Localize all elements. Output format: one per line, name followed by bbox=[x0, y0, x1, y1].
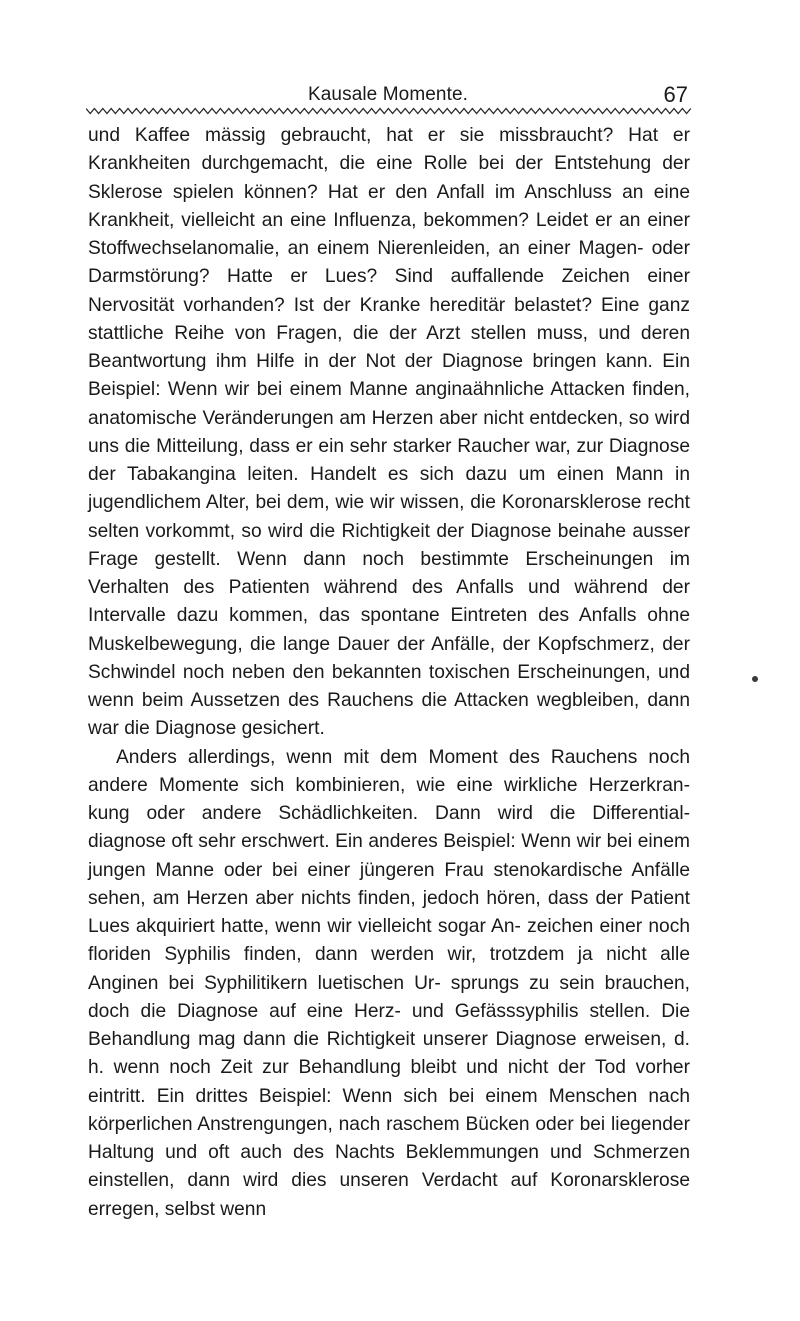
running-title: Kausale Momente. bbox=[307, 84, 469, 105]
paragraph-2: Anders allerdings, wenn mit dem Moment des Rauchens noch andere Momente sich kombinieren, wie eine wirkliche Herzerkran- kung oder andere Schädlichkeiten. Dann wird die Differential- diagnose oft sehr erschwert. Ein anderes Beispiel: Wenn wir bei einem jungen Manne oder bei einer jüngeren Frau stenokardische Anfälle sehen, am Herzen aber nichts finden, jedoch hören, dass der Patient Lues akquiriert hatte, wenn wir vielleicht sogar An- zeichen einer noch floriden Syphilis finden, dann werden wir, trotzdem ja nicht alle Anginen bei Syphilitikern luetischen Ur- sprungs zu sein brauchen, doch die Diagnose auf eine Herz- und Gefässsyphilis stellen. Die Behandlung mag dann die Richtigkeit unserer Diagnose erweisen, d. h. wenn noch Zeit zur Behandlung bleibt und nicht der Tod vorher eintritt. Ein drittes Beispiel: Wenn sich bei einem Menschen nach körperlichen Anstrengungen, nach raschem Bücken oder bei liegender Haltung und oft auch des Nachts Beklemmungen und Schmerzen einstellen, dann wird dies unseren Verdacht auf Koronarsklerose erregen, selbst wenn bbox=[88, 746, 690, 1220]
page-number: 67 bbox=[663, 82, 688, 107]
paragraph-1: und Kaffee mässig gebraucht, hat er sie missbraucht? Hat er Krankheiten durchgemacht, die eine Rolle bei der Entstehung der Sklerose spielen können? Hat er den Anfall im Anschluss an eine Krankheit, vielleicht an eine Influenza, bekommen? Leidet er an einer Stoffwechselanomalie, an einem Nierenleiden, an einer Magen- oder Darmstörung? Hatte er Lues? Sind auffallende Zeichen einer Nervosität vorhanden? Ist der Kranke hereditär belastet? Eine ganz stattliche Reihe von Fragen, die der Arzt stellen muss, und deren Beantwortung ihm Hilfe in der Not der Diagnose bringen kann. Ein Beispiel: Wenn wir bei einem Manne anginaähnliche Attacken finden, anatomische Veränderungen am Herzen aber nicht entdecken, so wird uns die Mitteilung, dass er ein sehr starker Raucher war, zur Diagnose der Tabakangina leiten. Handelt es sich dazu um einen Mann in jugendlichem Alter, bei dem, wie wir wissen, die Koronarsklerose recht selten vorkommt, so wird die Richtigkeit der Diagnose beinahe ausser Frage gestellt. Wenn dann noch bestimmte Erscheinungen im Verhalten des Patienten während des Anfalls und während der Intervalle dazu kommen, das spontane Eintreten des Anfalls ohne Muskelbewegung, die lange Dauer der Anfälle, der Kopfschmerz, der Schwindel noch neben den bekannten toxischen Erscheinungen, und wenn beim Aussetzen des Rauchens die Attacken wegbleiben, dann war die Diagnose gesichert. bbox=[88, 125, 690, 740]
body-text bbox=[88, 122, 690, 1224]
margin-dot-mark bbox=[752, 676, 758, 682]
header-ornament-rule bbox=[86, 106, 692, 116]
